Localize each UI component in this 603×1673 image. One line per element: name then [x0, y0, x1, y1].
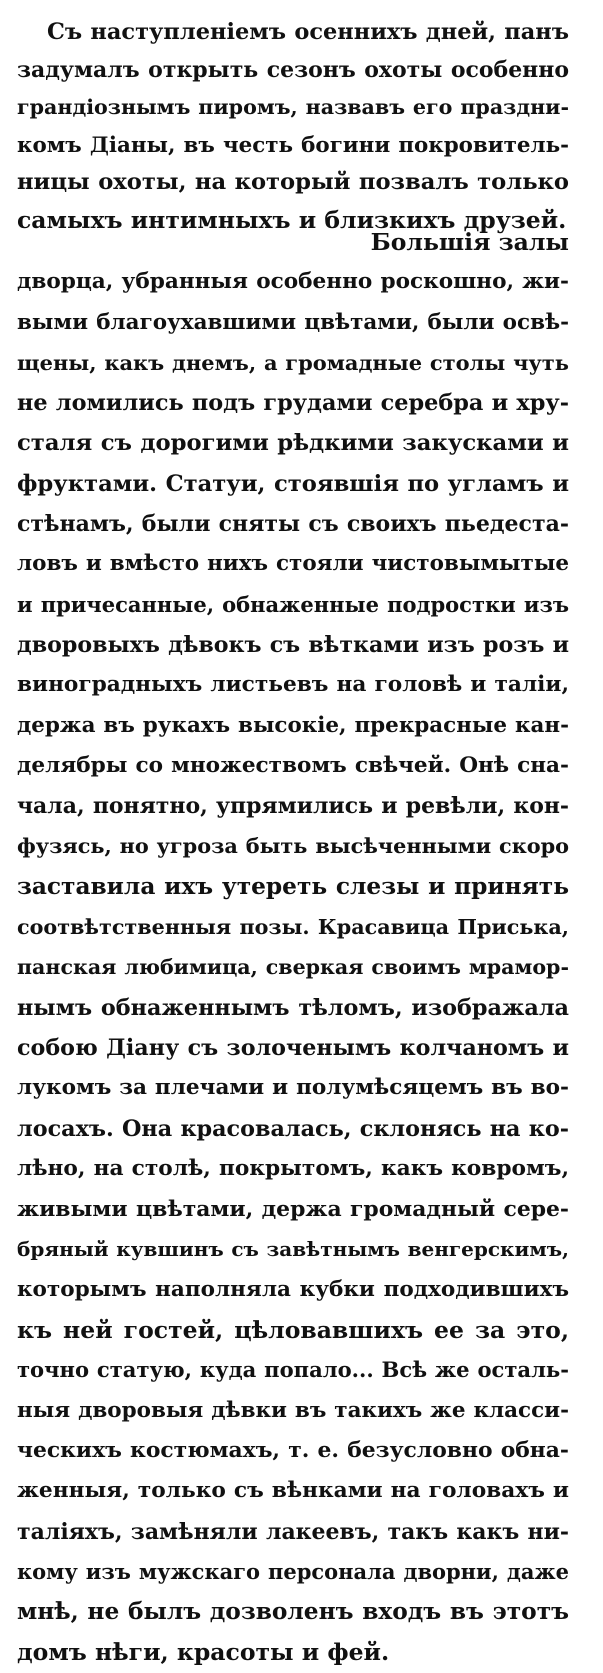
text-line: фузясь, но угроза быть высѣченными скоро	[17, 833, 569, 859]
text-line: фруктами. Статуи, стоявшія по угламъ и	[17, 470, 569, 497]
text-line: задумалъ открыть сезонъ охоты особенно	[17, 56, 569, 83]
text-line: мнѣ, не былъ дозволенъ входъ въ этотъ	[17, 1598, 569, 1626]
text-line: ческихъ костюмахъ, т. е. безусловно обна-	[17, 1437, 569, 1463]
text-line: ныя дворовыя дѣвки въ такихъ же класси-	[17, 1397, 569, 1423]
text-line: кому изъ мужскаго персонала дворни, даже	[17, 1558, 569, 1584]
text-line: чала, понятно, упрямились и ревѣли, кон-	[17, 793, 569, 820]
text-line: дворовыхъ дѣвокъ съ вѣтками изъ розъ и	[17, 631, 569, 658]
text-line: и причесанные, обнаженные подростки изъ	[17, 591, 569, 617]
text-line: щены, какъ днемъ, а громадные столы чуть	[17, 349, 569, 375]
text-line: держа въ рукахъ высокіе, прекрасные кан-	[17, 712, 569, 738]
text-line: сталя съ дорогими рѣдкими закусками и	[17, 430, 569, 457]
text-line: выми благоухавшими цвѣтами, были освѣ-	[17, 309, 569, 335]
text-line: комъ Діаны, въ честь богини покровитель-	[17, 132, 569, 158]
text-line: делябры со множествомъ свѣчей. Онѣ сна-	[17, 752, 569, 778]
text-line: стѣнамъ, были сняты съ своихъ пьедеста-	[17, 511, 569, 538]
text-line: точно статую, куда попало... Всѣ же осталь-	[17, 1357, 569, 1383]
paragraph-1	[17, 14, 569, 240]
text-line: виноградныхъ листьевъ на головѣ и таліи,	[17, 672, 569, 698]
paragraph-2	[17, 222, 569, 1673]
text-line: собою Діану съ золоченымъ колчаномъ и	[17, 1034, 569, 1061]
text-line: дворца, убранныя особенно роскошно, жи-	[17, 269, 569, 295]
text-line: лосахъ. Она красовалась, склонясь на ко-	[17, 1115, 569, 1142]
text-line: Большія залы	[370, 228, 569, 256]
text-line: соотвѣтственныя позы. Красавица Приська,	[17, 915, 569, 940]
text-line: не ломились подъ грудами серебра и хру-	[17, 390, 569, 417]
text-line: лукомъ за плечами и полумѣсяцемъ въ во-	[17, 1075, 569, 1101]
text-line: лѣно, на столѣ, покрытомъ, какъ ковромъ,	[17, 1155, 569, 1181]
text-line: которымъ наполняла кубки подходившихъ	[17, 1276, 569, 1302]
text-line: панская любимица, сверкая своимъ мрамор-	[17, 955, 569, 980]
text-line: живыми цвѣтами, держа громадный сере-	[17, 1196, 569, 1223]
text-line: заставила ихъ утереть слезы и принять	[17, 872, 569, 900]
text-line: ловъ и вмѣсто нихъ стояли чистовымытые	[17, 551, 569, 577]
text-line: домъ нѣги, красоты и фей.	[17, 1638, 390, 1667]
text-line: Съ наступленіемъ осеннихъ дней, панъ	[47, 19, 569, 45]
text-line: ницы охоты, на который позвалъ только	[17, 169, 569, 196]
text-line: грандіознымъ пиромъ, назвавъ его праздни-	[17, 95, 569, 120]
text-line: къ ней гостей, цѣловавшихъ ее за это,	[17, 1316, 569, 1345]
text-line: таліяхъ, замѣняли лакеевъ, такъ какъ ни-	[17, 1518, 569, 1545]
text-line: бряный кувшинъ съ завѣтнымъ венгерскимъ,	[17, 1237, 569, 1262]
text-line: женныя, только съ вѣнками на головахъ и	[17, 1478, 569, 1504]
text-line: самыхъ интимныхъ и близкихъ друзей.	[17, 205, 567, 234]
text-line: нымъ обнаженнымъ тѣломъ, изображала	[17, 994, 569, 1021]
